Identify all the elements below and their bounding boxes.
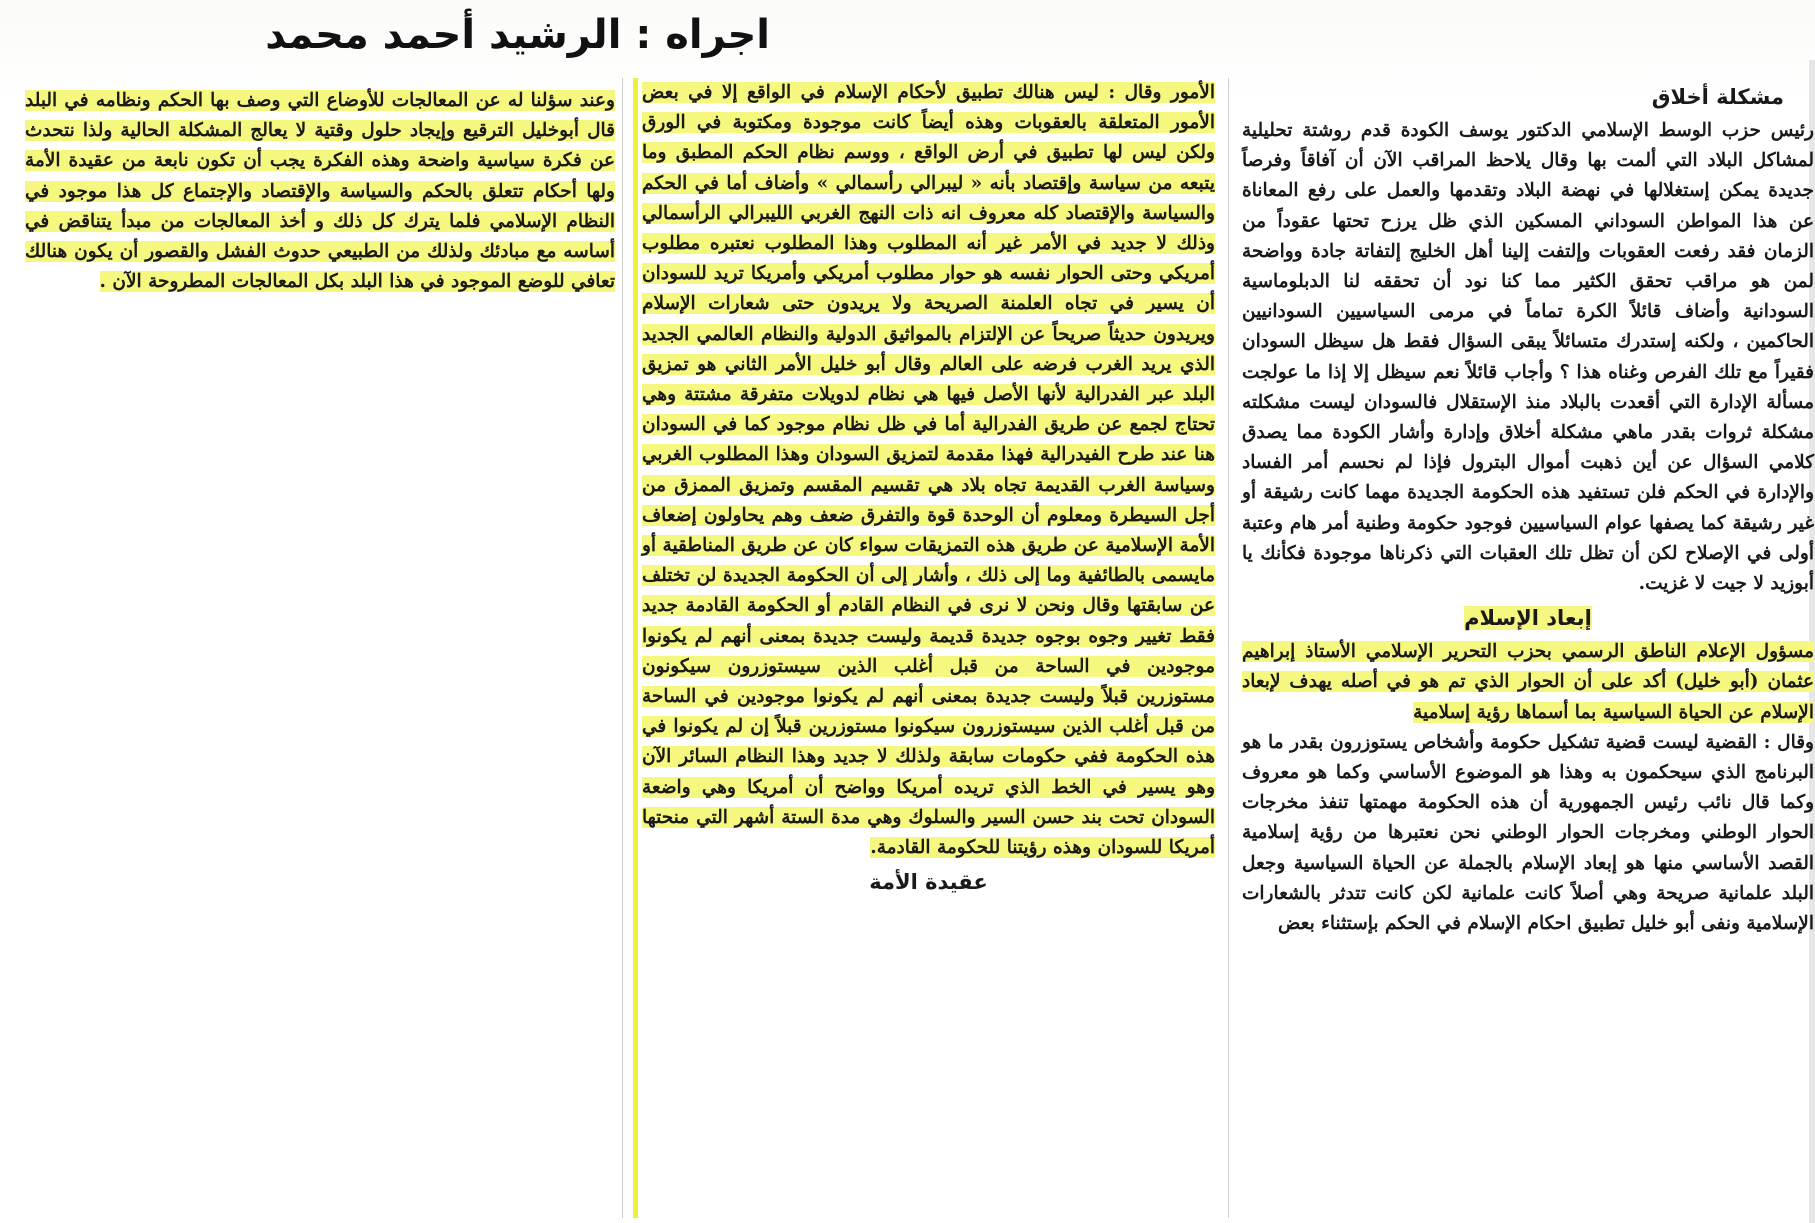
- section-heading-exclusion: إبعاد الإسلام: [1464, 606, 1592, 631]
- article-column-right: [1242, 78, 1814, 1218]
- article-column-middle: [633, 78, 1215, 1218]
- paragraph-abu-khalil-intro: مسؤول الإعلام الناطق الرسمي بحزب التحرير الإسلامي الأستاذ إبراهيم عثمان (أبو خليل) أكد على أن الحوار الذي تم هو في أصله يهدف لإبعاد الإسلام عن الحياة السياسية بما أسماها رؤية إسلامية: [1242, 641, 1814, 723]
- section-heading-creed: عقيدة الأمة: [869, 870, 988, 895]
- paragraph-kouda: رئيس حزب الوسط الإسلامي الدكتور يوسف الكودة قدم روشتة تحليلية لمشاكل البلاد التي ألمت بها وقال يلاحظ المراقب الآن أن آفاقاً وفرصاً جديدة يمكن إستغلالها في نهضة البلاد وتقدمها والعمل على رفع المعاناة عن هذا المواطن السوداني المسكين الذي ظل يرزح تحتها عقوداً من الزمان فقد رفعت العقوبات وإلتفت إلينا أهل الخليج إلتفاتة جادة وواضحة لمن هو مراقب تحقق الكثير مما كنا نود أن تحققه لنا الدبلوماسية السودانية وأضاف قائلاً الكرة تماماً في مرمى السياسيين السودانيين الحاكمين ، ولكنه إستدرك متسائلاً يبقى السؤال فقط هل سيظل السودان فقيراً مع تلك الفرص وغناه هذا ؟ وأجاب قائلاً نعم سيظل إلا إذا ما عولجت مسألة الإدارة التي أقعدت بالبلاد منذ الإستقلال فالسودان ليست مشكلته مشكلة ثروات بقدر ماهي مشكلة أخلاق وإدارة وأشار الكودة مما يصدق كلامي السؤال عن أين ذهبت أموال البترول فإذا لم نحسم أمر الفساد والإدارة في الحكم فلن تستفيد هذه الحكومة الجديدة مهما كانت رشيقة أو غير رشيقة كما يصفها عوام السياسيين فوجود حكومة وطنية أمر هام وعتبة أولى في الإصلاح لكن أن تظل تلك العقبات التي ذكرناها موجودة فكأنك يا أبوزيد لا جيت لا غزيت.: [1242, 120, 1814, 595]
- section-heading-morals: مشكلة أخلاق: [1651, 85, 1784, 109]
- column-divider: [1228, 78, 1229, 1218]
- paragraph-solutions: وعند سؤلنا له عن المعالجات للأوضاع التي وصف بها الحكم ونظامه في البلد قال أبوخليل الترقيع وإيجاد حلول وقتية لا يعالج المشكلة الحالية ولذا نتحدث عن فكرة سياسية واضحة وهذه الفكرة يجب أن تكون نابعة من عقيدة الأمة ولها أحكام تتعلق بالحكم والسياسة والإقتصاد والإجتماع كل هذا موجود في النظام الإسلامي فلما يترك كل ذلك و أخذ المعالجات من مبدأ يتناقض في أساسه مع مبادئك ولذلك من الطبيعي حدوث الفشل والقصور أن يكون هنالك تعافي للوضع الموجود في هذا البلد بكل المعالجات المطروحة الآن .: [25, 90, 615, 293]
- paragraph-abu-khalil-quote: وقال : القضية ليست قضية تشكيل حكومة وأشخاص يستوزرون بقدر ما هو البرنامج الذي سيحكمون به وهذا هو الموضوع الأساسي وكما هو معروف وكما قال نائب رئيس الجمهورية أن هذه الحكومة مهمتها تنفذ مخرجات الحوار الوطني ومخرجات الحوار الوطني نحن نعتبرها من رؤية إسلامية القصد الأساسي منها هو إبعاد الإسلام بالجملة عن الحياة السياسية وجعل البلد علمانية صريحة وهي أصلاً كانت علمانية لكن كانت تتدثر بالشعارات الإسلامية ونفى أبو خليل تطبيق احكام الإسلام في الحكم بإستثناء بعض: [1242, 731, 1814, 935]
- byline: اجراه : الرشيد أحمد محمد: [265, 12, 770, 58]
- paragraph-islamic-rule: الأمور وقال : ليس هنالك تطبيق لأحكام الإسلام في الواقع إلا في بعض الأمور المتعلقة بالعقوبات وهذه أيضاً كانت موجودة ومكتوبة في الورق ولكن ليس لها تطبيق في أرض الواقع ، ووسم نظام الحكم المطبق وما يتبعه من سياسة وإقتصاد بأنه « ليبرالي رأسمالي » وأضاف أما في الحكم والسياسة والإقتصاد كله معروف انه ذات النهج الغربي الليبرالي الرأسمالي وذلك لا جديد في الأمر غير أنه المطلوب وهذا المطلوب نعتبره مطلوب أمريكي وحتى الحوار نفسه هو حوار مطلوب أمريكي وأمريكا تريد للسودان أن يسير في تجاه العلمنة الصريحة ولا يريدون حتى شعارات الإسلام ويريدون حديثاً صريحاً عن الإلتزام بالمواثيق الدولية والنظام العالمي الجديد الذي يريد الغرب فرضه على العالم وقال أبو خليل الأمر الثاني هو تمزيق البلد عبر الفدرالية لأنها الأصل فيها هي نظام لدويلات متفرقة مشتتة وهي تحتاج لجمع عن طريق الفدرالية أما في ظل نظام موجود كما في السودان هنا عند طرح الفيدرالية فهذا مقدمة لتمزيق السودان وهذا المطلوب الغربي وسياسة الغرب القديمة تجاه بلاد هي تقسيم المقسم وتمزيق الممزق من أجل السيطرة ومعلوم أن الوحدة قوة والتفرق ضعف وهم يحاولون إضعاف الأمة الإسلامية عن طريق هذه التمزيقات سواء كان عن طريق المناطقية أو مايسمى بالطائفية وما إلى ذلك ، وأشار إلى أن الحكومة الجديدة لن تختلف عن سابقتها وقال ونحن لا نرى في النظام القادم أو الحكومة القادمة جديد فقط تغيير وجوه بوجوه جديدة قديمة وليست جديدة بمعنى أنهم لم يكونوا موجودين في الساحة من قبل أغلب الذين سيستوزرون سيكونون مستوزرين قبلاً وليست جديدة بمعنى أنهم لم يكونوا موجودين في الساحة من قبل أغلب الذين سيستوزرون سيكونوا مستوزرين قبلاً إن لم يكونوا في هذه الحكومة ففي حكومات سابقة ولذلك لا جديد وهذا النظام السائر الآن وهو يسير في الخط الذي تريده أمريكا وواضح أن أمريكا وهي واضعة السودان تحت بند حسن السير والسلوك وهي مدة الستة أشهر التي منحتها أمريكا للسودان وهذه رؤيتنا للحكومة القادمة.: [642, 82, 1215, 859]
- article-column-left: [25, 86, 615, 416]
- column-divider: [622, 78, 623, 1218]
